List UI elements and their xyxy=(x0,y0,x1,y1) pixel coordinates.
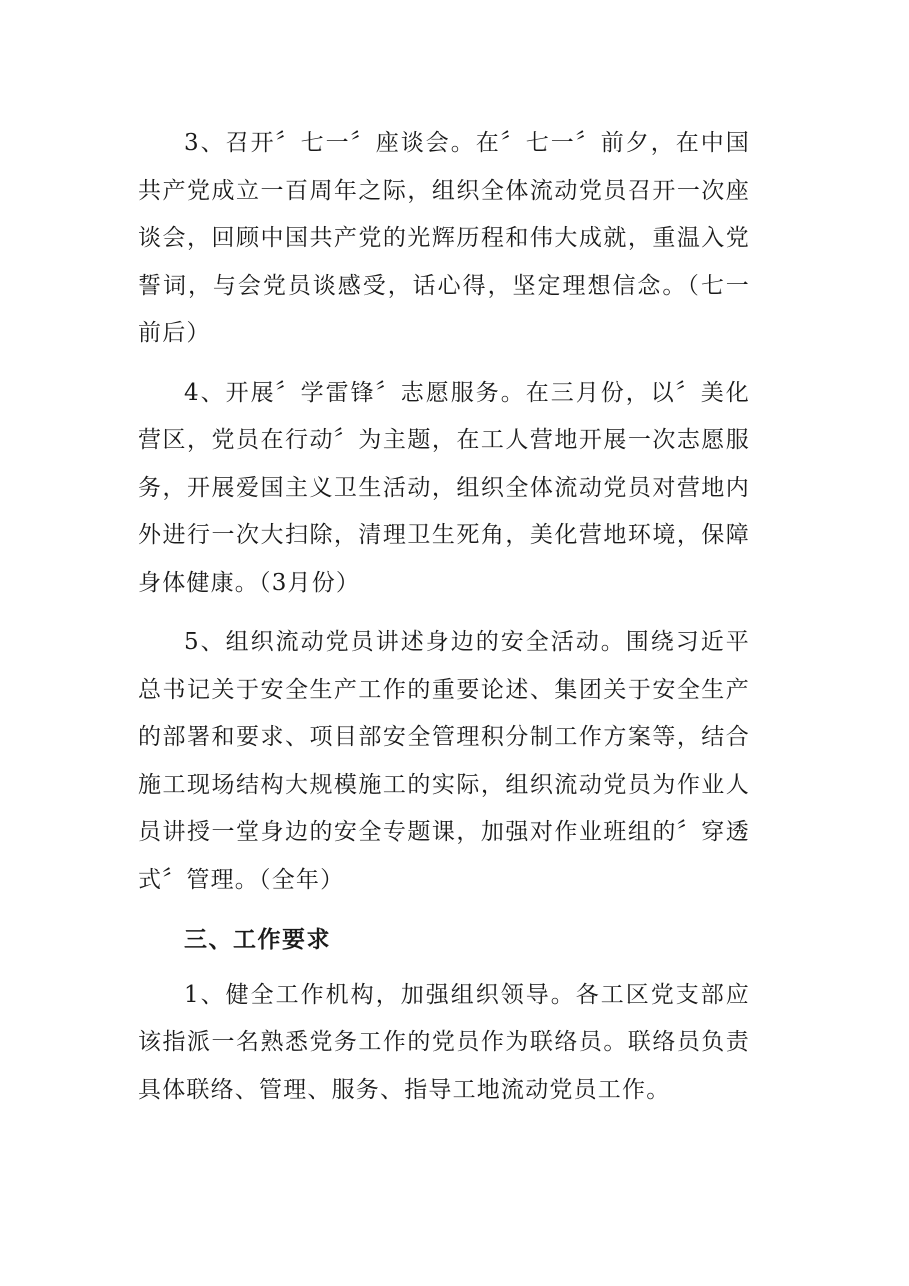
document-body xyxy=(138,120,750,1126)
paragraph-item-4: 4、开展〞学雷锋〞志愿服务。在三月份，以〞美化营区，党员在行动〞为主题，在工人营地开展一次志愿服务，开展爱国主义卫生活动，组织全体流动党员对营地内外进行一次大扫除，清理卫生死角，美化营地环境，保障身体健康。（3月份） xyxy=(138,379,750,596)
paragraph-item-5: 5、组织流动党员讲述身边的安全活动。围绕习近平总书记关于安全生产工作的重要论述、集团关于安全生产的部署和要求、项目部安全管理积分制工作方案等，结合施工现场结构大规模施工的实际，组织流动党员为作业人员讲授一堂身边的安全专题课，加强对作业班组的〞穿透式〞管理。（全年） xyxy=(138,629,750,893)
section-heading-requirements: 三、工作要求 xyxy=(184,926,331,953)
paragraph-item-3: 3、召开〞七一〞座谈会。在〞七一〞前夕，在中国共产党成立一百周年之际，组织全体流动党员召开一次座谈会，回顾中国共产党的光辉历程和伟大成就，重温入党誓词，与会党员谈感受，话心得，坚定理想信念。（七一前后） xyxy=(138,130,750,346)
requirement-item-1: 1、健全工作机构，加强组织领导。各工区党支部应该指派一名熟悉党务工作的党员作为联络员。联络员负责具体联络、管理、服务、指导工地流动党员工作。 xyxy=(138,981,750,1103)
